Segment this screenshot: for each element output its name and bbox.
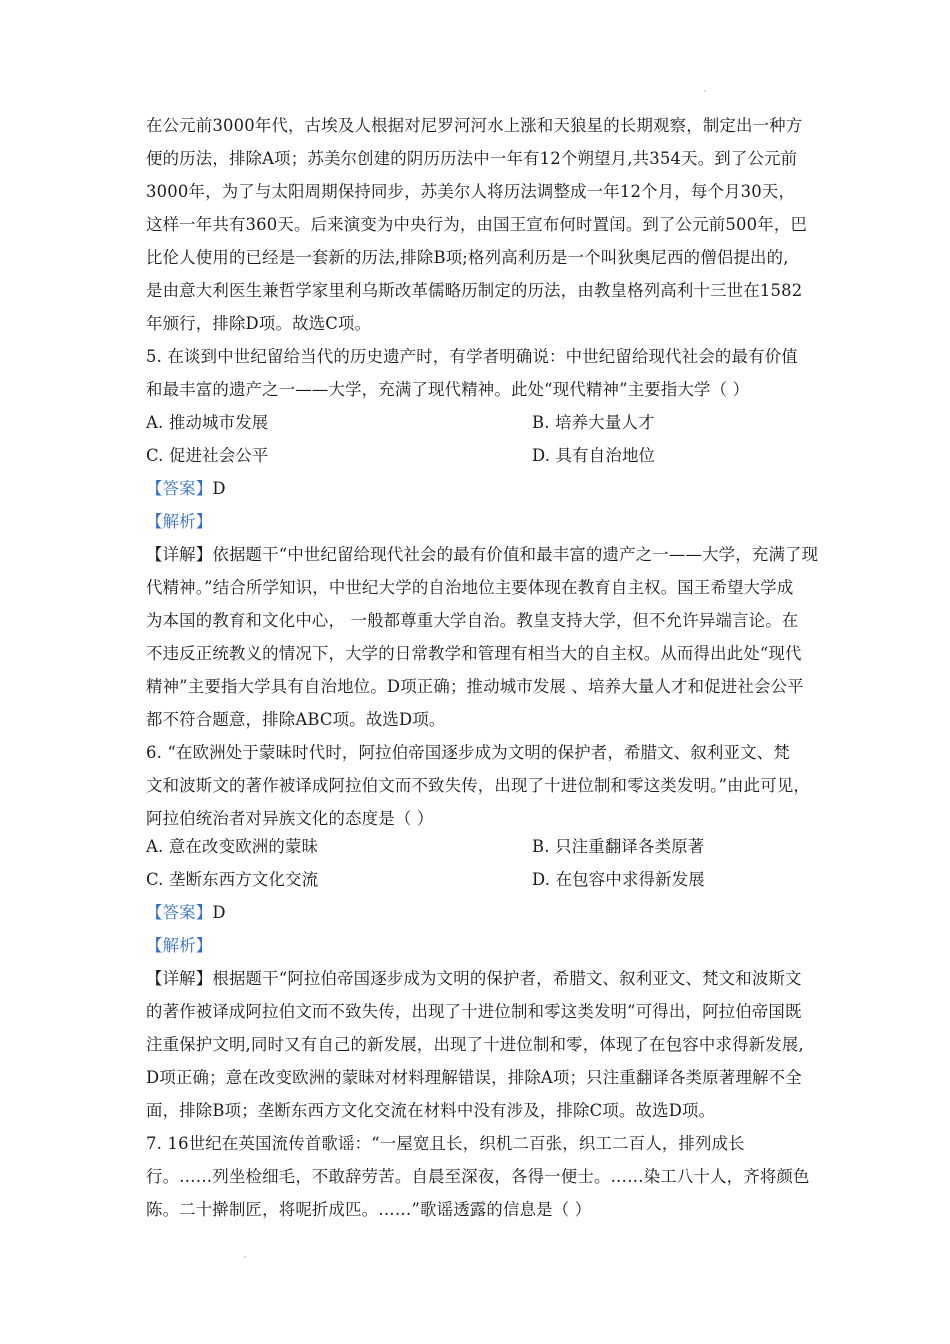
intro-line-6: 是由意大利医生兼哲学家里利乌斯改革儒略历制定的历法，由教皇格列高利十三世在1582 xyxy=(146,281,803,300)
q6-detail-line-3: 注重保护文明,同时又有自己的新发展，出现了十进位制和零，体现了在包容中求得新发展, xyxy=(146,1035,804,1054)
q7-stem-line-1: 7. 16世纪在英国流传首歌谣：“一屋宽且长，织机二百张，织工二百人，排列成长 xyxy=(146,1134,745,1153)
q5-stem-line-1: 5. 在谈到中世纪留给当代的历史遗产时，有学者明确说：中世纪留给现代社会的最有价值 xyxy=(146,347,798,366)
page-mark-top xyxy=(704,90,706,92)
q6-option-a: A. 意在改变欧洲的蒙昧 xyxy=(146,837,319,856)
q5-detail-line-4: 不违反正统教义的情况下，大学的日常教学和管理有相当大的自主权。从而得出此处“现代 xyxy=(146,644,802,663)
q5-option-a: A. 推动城市发展 xyxy=(146,413,269,432)
q5-stem-line-2: 和最丰富的遗产之一——大学，充满了现代精神。此处“现代精神”主要指大学（ ） xyxy=(146,380,750,399)
q6-answer-tag: 【答案】 xyxy=(146,903,213,922)
q5-detail-line-1 xyxy=(146,545,818,565)
q5-option-b: B. 培养大量人才 xyxy=(532,413,655,432)
q7-stem-line-2: 行。……列坐检细毛，不敢辞劳苦。自晨至深夜，各得一便士。……染工八十人，齐将颜色 xyxy=(146,1167,810,1186)
intro-line-5: 比伦人使用的已经是一套新的历法,排除B项;格列高利历是一个叫狄奥尼西的僧侣提出的, xyxy=(146,248,789,267)
q5-detail-line-2: 代精神。”结合所学知识，中世纪大学的自治地位主要体现在教育自主权。国王希望大学成 xyxy=(146,578,794,597)
q6-detail-line-2: 的著作被译成阿拉伯文而不致失传，出现了十进位制和零这类发明”可得出，阿拉伯帝国既 xyxy=(146,1002,802,1021)
q5-answer-value: D xyxy=(212,479,226,498)
intro-line-2: 便的历法，排除A项；苏美尔创建的阴历历法中一年有12个朔望月,共354天。到了公元前 xyxy=(146,149,798,168)
page-mark-bottom xyxy=(244,1256,246,1258)
q6-analysis-line xyxy=(146,936,212,956)
q6-option-d: D. 在包容中求得新发展 xyxy=(532,870,705,889)
q5-option-d: D. 具有自治地位 xyxy=(532,446,656,465)
q7-stem-line-3: 陈。二十擀制匠，将呢折成匹。……”歌谣透露的信息是（ ） xyxy=(146,1200,592,1219)
q6-detail-text-1: 根据题干“阿拉伯帝国逐步成为文明的保护者，希腊文、叙利亚文、梵文和波斯文 xyxy=(212,969,802,988)
q6-stem-line-1: 6. “在欧洲处于蒙昧时代时，阿拉伯帝国逐步成为文明的保护者，希腊文、叙利亚文、梵 xyxy=(146,743,790,762)
q5-detail-line-5: 精神”主要指大学具有自治地位。D项正确；推动城市发展 、培养大量人才和促进社会公平 xyxy=(146,677,804,696)
q5-detail-text-1: 依据题干“中世纪留给现代社会的最有价值和最丰富的遗产之一——大学，充满了现 xyxy=(212,545,819,564)
q6-answer-value: D xyxy=(212,903,226,922)
q6-detail-line-5: 面，排除B项；垄断东西方文化交流在材料中没有涉及，排除C项。故选D项。 xyxy=(146,1101,716,1120)
q5-detail-tag: 【详解】 xyxy=(146,545,213,564)
q5-detail-line-3: 为本国的教育和文化中心， 一般都尊重大学自治。教皇支持大学，但不允许异端言论。在 xyxy=(146,611,799,630)
intro-line-7: 年颁行，排除D项。故选C项。 xyxy=(146,314,372,333)
q6-detail-line-1 xyxy=(146,969,802,989)
q6-option-b: B. 只注重翻译各类原著 xyxy=(532,837,705,856)
q6-analysis-tag: 【解析】 xyxy=(146,936,213,955)
q5-analysis-line xyxy=(146,512,212,532)
q5-answer-tag: 【答案】 xyxy=(146,479,213,498)
intro-line-3: 3000年，为了与太阳周期保持同步，苏美尔人将历法调整成一年12个月，每个月30天， xyxy=(146,182,796,201)
intro-line-4: 这样一年共有360天。后来演变为中央行为，由国王宣布何时置闰。到了公元前500年，巴 xyxy=(146,215,808,234)
q6-detail-line-4: D项正确；意在改变欧洲的蒙昧对材料理解错误，排除A项；只注重翻译各类原著理解不全 xyxy=(146,1068,802,1087)
q6-stem-line-2: 文和波斯文的著作被译成阿拉伯文而不致失传，出现了十进位制和零这类发明。”由此可见， xyxy=(146,776,811,795)
q5-analysis-tag: 【解析】 xyxy=(146,512,213,531)
intro-line-1: 在公元前3000年代，古埃及人根据对尼罗河河水上涨和天狼星的长期观察，制定出一种方 xyxy=(146,116,803,135)
q6-answer-line xyxy=(146,903,226,923)
q5-option-c: C. 促进社会公平 xyxy=(146,446,269,465)
q6-option-c: C. 垄断东西方文化交流 xyxy=(146,870,319,889)
q5-answer-line xyxy=(146,479,226,499)
q6-stem-line-3: 阿拉伯统治者对异族文化的态度是（ ） xyxy=(146,809,434,828)
q6-detail-tag: 【详解】 xyxy=(146,969,213,988)
q5-detail-line-6: 都不符合题意，排除ABC项。故选D项。 xyxy=(146,710,446,729)
